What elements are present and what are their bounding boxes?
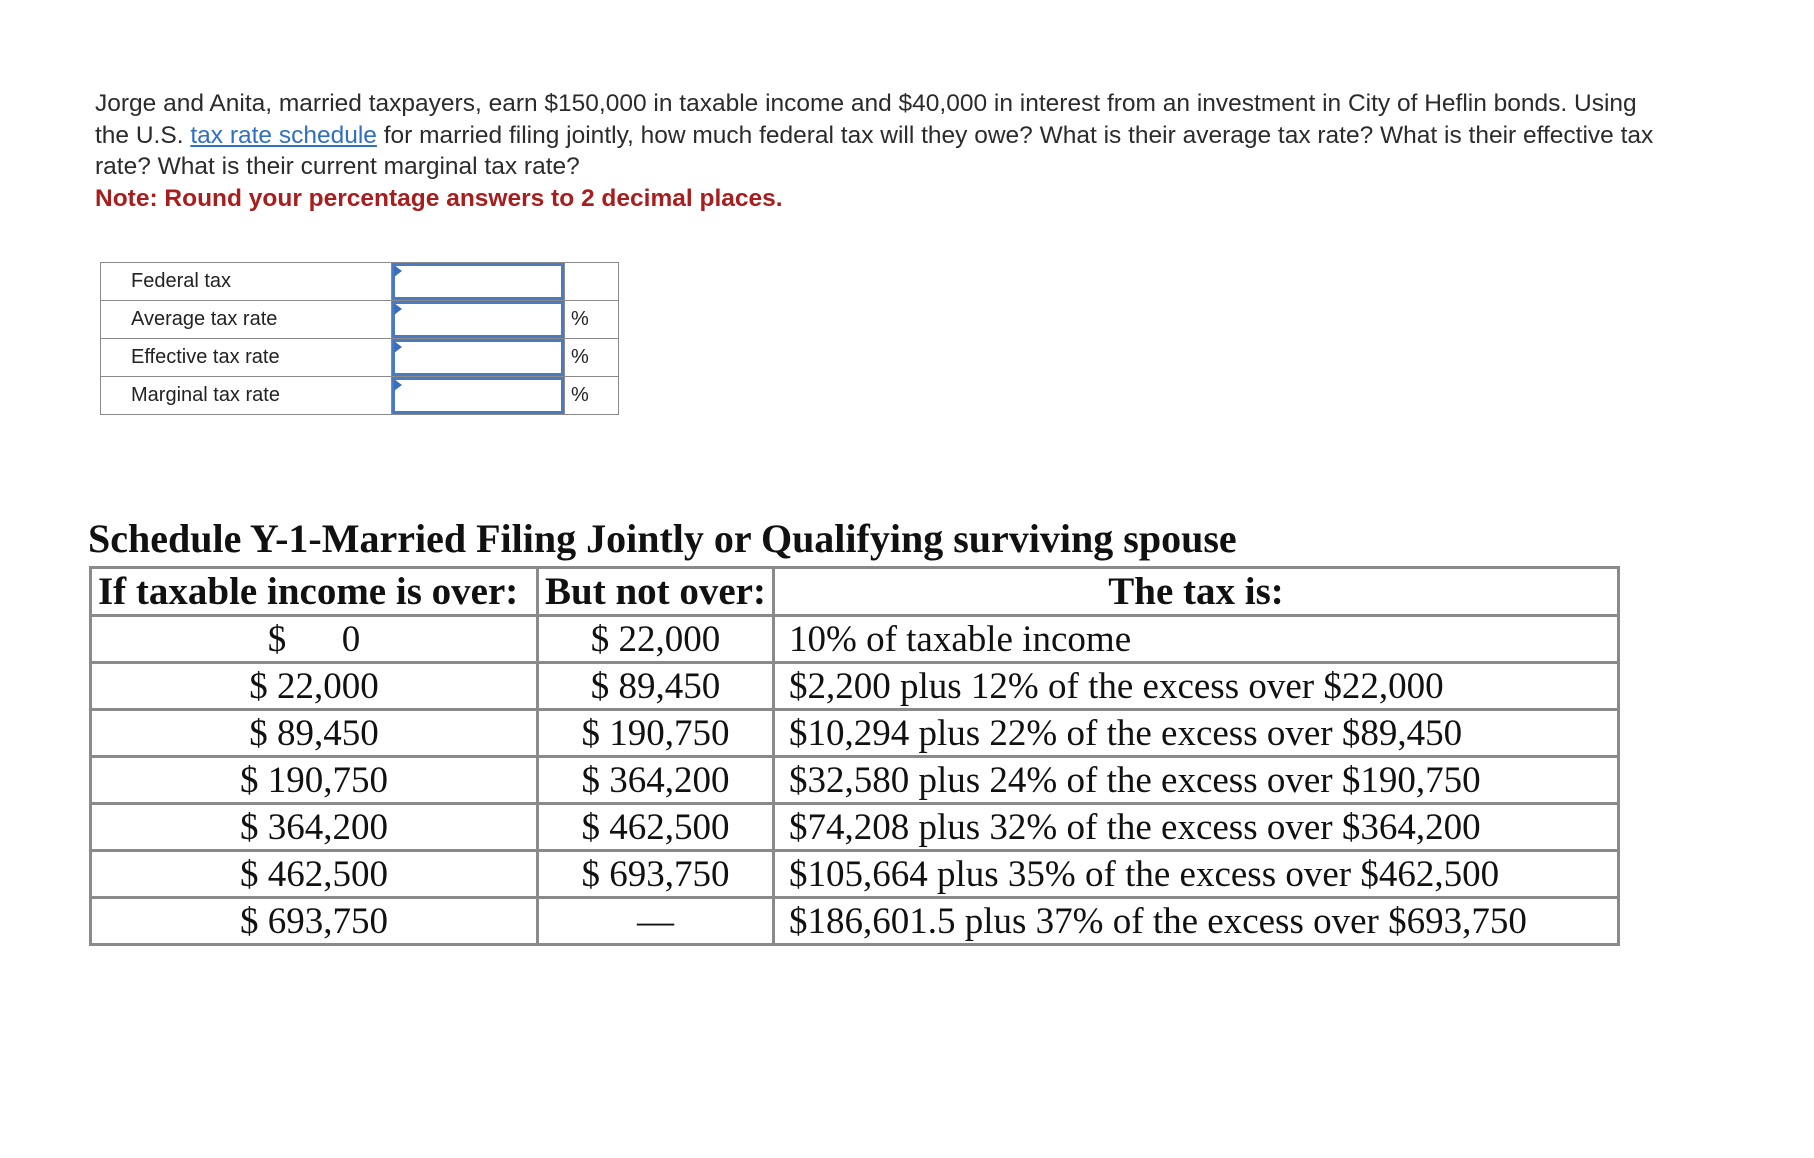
answer-row-average-tax-rate: [101, 301, 619, 339]
answer-table: [100, 262, 619, 415]
effective-tax-rate-label: Effective tax rate: [101, 339, 392, 377]
schedule-title: Schedule Y-1-Married Filing Jointly or Qualifying surviving spouse: [88, 516, 1237, 561]
federal-tax-unit: [565, 263, 619, 301]
bracket-tax: 10% of taxable income: [774, 616, 1619, 663]
question-text-part-1: Jorge and Anita, married taxpayers, earn $150,000 in taxable income and $40,000 in interest from an investment in City of Heflin bonds. Using the U.S.: [95, 90, 1637, 149]
marginal-tax-rate-unit: %: [565, 377, 619, 415]
marginal-tax-rate-label: Marginal tax rate: [101, 377, 392, 415]
federal-tax-input[interactable]: [392, 263, 564, 300]
effective-tax-rate-input[interactable]: [392, 339, 564, 376]
tax-rate-schedule-link[interactable]: tax rate schedule: [190, 121, 377, 149]
bracket-not-over: $ 22,000: [538, 616, 774, 663]
header-not-over: But not over:: [538, 568, 774, 616]
bracket-over: $ 89,450: [91, 710, 538, 757]
schedule-row: [91, 616, 1619, 663]
bracket-over: $ 190,750: [91, 757, 538, 804]
bracket-over: $ 22,000: [91, 663, 538, 710]
schedule-row: [91, 710, 1619, 757]
average-tax-rate-label: Average tax rate: [101, 301, 392, 339]
bracket-not-over: $ 364,200: [538, 757, 774, 804]
answer-row-marginal-tax-rate: [101, 377, 619, 415]
question-text-part-2: for married filing jointly, how much federal tax will they owe? What is their average tax rate? What is their effective tax rate? What is their current marginal tax rate?: [95, 121, 1654, 180]
bracket-tax: $186,601.5 plus 37% of the excess over $693,750: [774, 898, 1619, 945]
bracket-tax: $74,208 plus 32% of the excess over $364,200: [774, 804, 1619, 851]
effective-tax-rate-unit: %: [565, 339, 619, 377]
schedule-row: [91, 851, 1619, 898]
bracket-over: $ 462,500: [91, 851, 538, 898]
input-flag-icon: [394, 341, 402, 353]
bracket-tax: $2,200 plus 12% of the excess over $22,000: [774, 663, 1619, 710]
bracket-tax: $32,580 plus 24% of the excess over $190,750: [774, 757, 1619, 804]
header-over: If taxable income is over:: [91, 568, 538, 616]
answer-row-federal-tax: [101, 263, 619, 301]
input-flag-icon: [394, 303, 402, 315]
average-tax-rate-input[interactable]: [392, 301, 564, 338]
input-flag-icon: [394, 265, 402, 277]
bracket-not-over: $ 462,500: [538, 804, 774, 851]
header-tax: The tax is:: [774, 568, 1619, 616]
schedule-row: [91, 757, 1619, 804]
bracket-tax: $105,664 plus 35% of the excess over $462,500: [774, 851, 1619, 898]
schedule-row: [91, 898, 1619, 945]
schedule-header-row: [91, 568, 1619, 616]
input-flag-icon: [394, 379, 402, 391]
federal-tax-label: Federal tax: [101, 263, 392, 301]
marginal-tax-rate-input[interactable]: [392, 377, 564, 414]
bracket-over: $ 0: [91, 616, 538, 663]
average-tax-rate-unit: %: [565, 301, 619, 339]
bracket-tax: $10,294 plus 22% of the excess over $89,450: [774, 710, 1619, 757]
tax-rate-schedule-table: [89, 566, 1620, 946]
bracket-not-over: $ 89,450: [538, 663, 774, 710]
bracket-not-over: $ 190,750: [538, 710, 774, 757]
rounding-note: Note: Round your percentage answers to 2 decimal places.: [95, 184, 783, 212]
schedule-row: [91, 804, 1619, 851]
bracket-over: $ 364,200: [91, 804, 538, 851]
schedule-row: [91, 663, 1619, 710]
question-text: [95, 88, 1675, 214]
bracket-over: $ 693,750: [91, 898, 538, 945]
bracket-not-over: —: [538, 898, 774, 945]
answer-row-effective-tax-rate: [101, 339, 619, 377]
bracket-not-over: $ 693,750: [538, 851, 774, 898]
